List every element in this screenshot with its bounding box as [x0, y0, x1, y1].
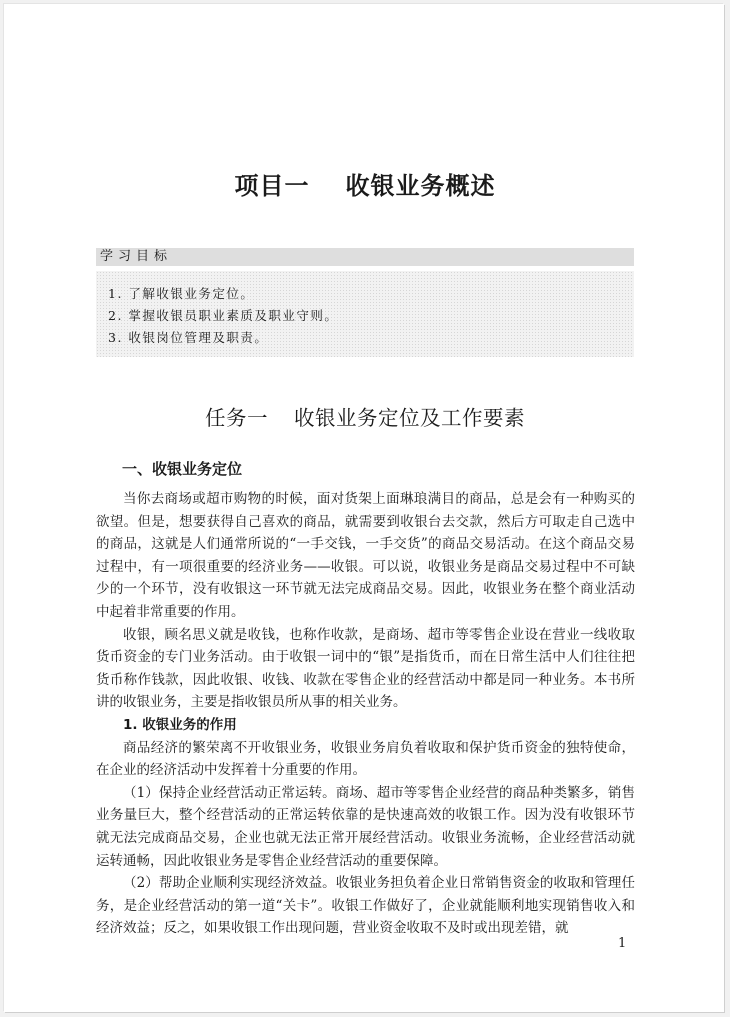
- chapter-number: 项目一: [234, 172, 310, 200]
- objective-item: 1. 了解收银业务定位。: [108, 286, 255, 301]
- chapter-title: [0, 166, 730, 201]
- page-number: 1: [618, 936, 627, 951]
- section-title: [0, 401, 730, 431]
- paragraph: 收银，顾名思义就是收钱，也称作收款，是商场、超市等零售企业设在营业一线收取货币资金的专门业务活动。由于收银一词中的“银”是指货币，而在日常生活中人们往往把货币称作钱款，因此收银、收钱、收款在零售企业的经营活动中都是同一种业务。本书所讲的收银业务，主要是指收银员所从事的相关业务。: [96, 626, 635, 711]
- chapter-name: 收银业务概述: [345, 172, 496, 200]
- learning-objectives-label: 学习目标: [96, 248, 634, 266]
- objective-item: 2. 掌握收银员职业素质及职业守则。: [108, 308, 339, 323]
- body-text: [96, 488, 635, 940]
- section-name: 收银业务定位及工作要素: [294, 406, 525, 430]
- paragraph: （2）帮助企业顺利实现经济效益。收银业务担负着企业日常销售资金的收取和管理任务，是企业经营活动的第一道“关卡”。收银工作做好了，企业就能顺利地实现销售收入和经济效益；反之，如果收银工作出现问题，营业资金收取不及时或出现差错，就: [96, 875, 635, 937]
- learning-objectives-box: [96, 271, 634, 357]
- subsection-heading: 一、收银业务定位: [122, 460, 243, 478]
- sub-heading: 1. 收银业务的作用: [123, 716, 237, 733]
- objective-item: 3. 收银岗位管理及职责。: [108, 330, 269, 345]
- paragraph: 商品经济的繁荣离不开收银业务，收银业务肩负着收取和保护货币资金的独特使命，在企业的经济活动中发挥着十分重要的作用。: [96, 739, 635, 779]
- paragraph: 当你去商场或超市购物的时候，面对货架上面琳琅满目的商品，总是会有一种购买的欲望。但是，想要获得自己喜欢的商品，就需要到收银台去交款，然后方可取走自己选中的商品，这就是人们通常所说的“一手交钱，一手交货”的商品交易活动。在这个商品交易过程中，有一项很重要的经济业务——收银。可以说，收银业务是商品交易过程中不可缺少的一个环节，没有收银这一环节就无法完成商品交易。因此，收银业务在整个商业活动中起着非常重要的作用。: [96, 491, 635, 620]
- paragraph: （1）保持企业经营活动正常运转。商场、超市等零售企业经营的商品种类繁多，销售业务量巨大，整个经营活动的正常运转依靠的是快速高效的收银工作。因为没有收银环节就无法完成商品交易，企业也就无法正常开展经营活动。收银业务流畅，企业经营活动就运转通畅，因此收银业务是零售企业经营活动的重要保障。: [96, 784, 635, 869]
- section-number: 任务一: [205, 406, 268, 430]
